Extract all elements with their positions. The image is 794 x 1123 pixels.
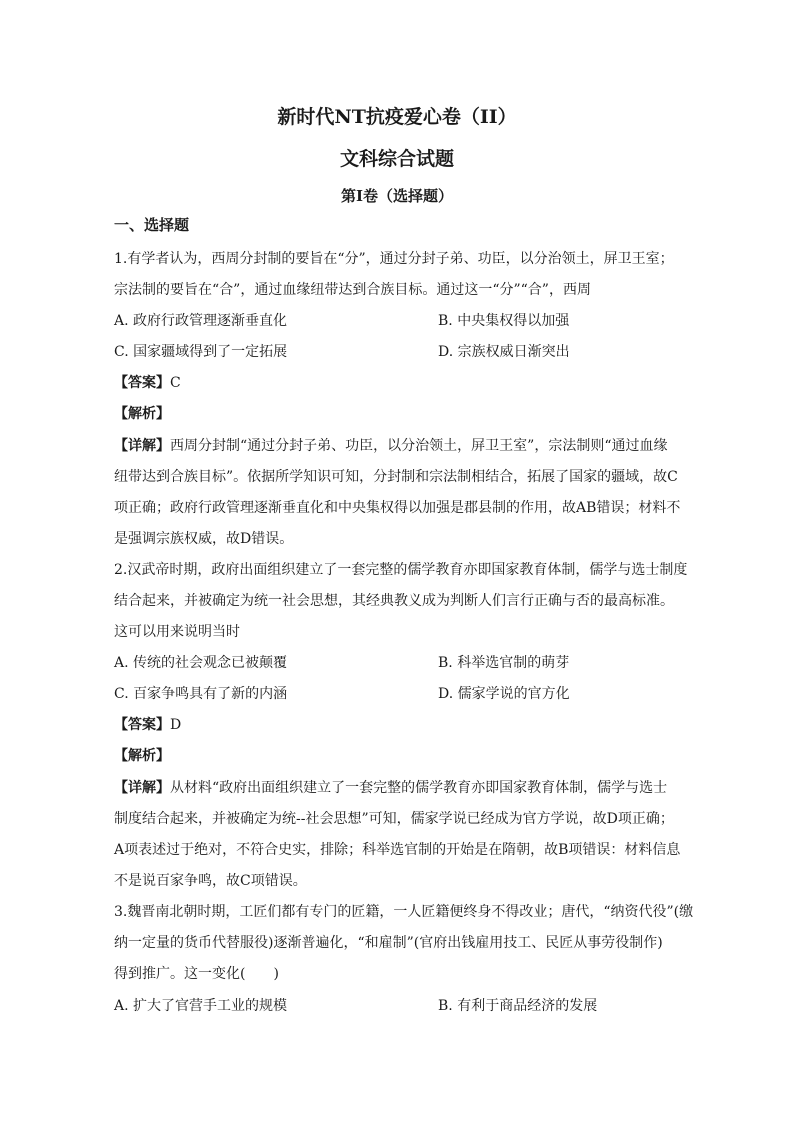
detail-tag: 【详解】 <box>114 780 170 796</box>
q1-detail-line-3: 项正确；政府行政管理逐渐垂直化和中央集权得以加强是郡县制的作用，故AB错误；材料不 <box>114 500 681 516</box>
q2-analysis-tag: 【解析】 <box>114 748 170 764</box>
q2-detail-line-3: A项表述过于绝对，不符合史实，排除；科举选官制的开始是在隋朝，故B项错误：材料信息 <box>114 842 681 858</box>
q2-option-c: C. 百家争鸣具有了新的内涵 <box>114 686 288 702</box>
q1-stem-line-1: 1.有学者认为，西周分封制的要旨在“分”，通过分封子弟、功臣，以分治领土，屏卫王室； <box>114 251 674 267</box>
q1-answer <box>114 373 684 393</box>
answer-value: D <box>170 717 182 733</box>
q2-stem-line-1: 2.汉武帝时期，政府出面组织建立了一套完整的儒学教育亦即国家教育体制，儒学与选士制度 <box>114 562 688 578</box>
q1-stem-line-2: 宗法制的要旨在“合”，通过血缘纽带达到合族目标。通过这一“分”“合”，西周 <box>114 282 591 298</box>
q3-stem-line-2: 纳一定量的货币代替服役)逐渐普遍化，“和雇制”(官府出钱雇用技工、民匠从事劳役制作) <box>114 935 663 951</box>
q2-detail-line-1 <box>114 778 684 798</box>
q2-detail-line-2: 制度结合起来，并被确定为统--社会思想”可知，儒家学说已经成为官方学说，故D项正确； <box>114 811 674 827</box>
q2-option-a: A. 传统的社会观念已被颠覆 <box>114 655 288 671</box>
q1-option-c: C. 国家疆域得到了一定拓展 <box>114 344 288 360</box>
volume-heading: 第I卷（选择题） <box>340 187 454 205</box>
q3-option-a: A. 扩大了官营手工业的规模 <box>114 998 288 1014</box>
q1-option-a: A. 政府行政管理逐渐垂直化 <box>114 313 288 329</box>
q1-detail-line-1 <box>114 436 684 456</box>
q2-detail-line-4: 不是说百家争鸣，故C项错误。 <box>114 873 307 889</box>
answer-tag: 【答案】 <box>114 375 170 391</box>
detail-tag: 【详解】 <box>114 438 170 454</box>
q1-analysis-tag: 【解析】 <box>114 406 170 422</box>
q3-stem-line-1: 3.魏晋南北朝时期，工匠们都有专门的匠籍，一人匠籍便终身不得改业；唐代，“纳资代役”(缴 <box>114 904 694 920</box>
q1-detail-line-2: 纽带达到合族目标”。依据所学知识可知，分封制和宗法制相结合，拓展了国家的疆域，故C <box>114 469 678 485</box>
exam-subtitle: 文科综合试题 <box>339 148 454 170</box>
q1-option-d: D. 宗族权威日渐突出 <box>438 344 570 360</box>
q2-option-b: B. 科举选官制的萌芽 <box>438 655 570 671</box>
q1-detail-line-4: 是强调宗族权威，故D错误。 <box>114 531 294 547</box>
section-heading: 一、选择题 <box>114 216 190 234</box>
answer-value: C <box>170 375 181 391</box>
q2-stem-line-2: 结合起来，并被确定为统一社会思想，其经典教义成为判断人们言行正确与否的最高标准。 <box>114 593 674 609</box>
q2-option-d: D. 儒家学说的官方化 <box>438 686 570 702</box>
detail-text: 西周分封制“通过分封子弟、功臣，以分治领土，屏卫王室”，宗法制则“通过血缘 <box>170 438 668 454</box>
answer-tag: 【答案】 <box>114 717 170 733</box>
q3-stem-line-3: 得到推广。这一变化( ) <box>114 966 279 982</box>
q2-stem-line-3: 这可以用来说明当时 <box>114 624 240 640</box>
detail-text: 从材料“政府出面组织建立了一套完整的儒学教育亦即国家教育体制，儒学与选士 <box>170 780 668 796</box>
q1-option-b: B. 中央集权得以加强 <box>438 313 570 329</box>
exam-title: 新时代NT抗疫爱心卷（II） <box>277 106 517 128</box>
q2-answer <box>114 715 684 735</box>
q3-option-b: B. 有利于商品经济的发展 <box>438 998 598 1014</box>
